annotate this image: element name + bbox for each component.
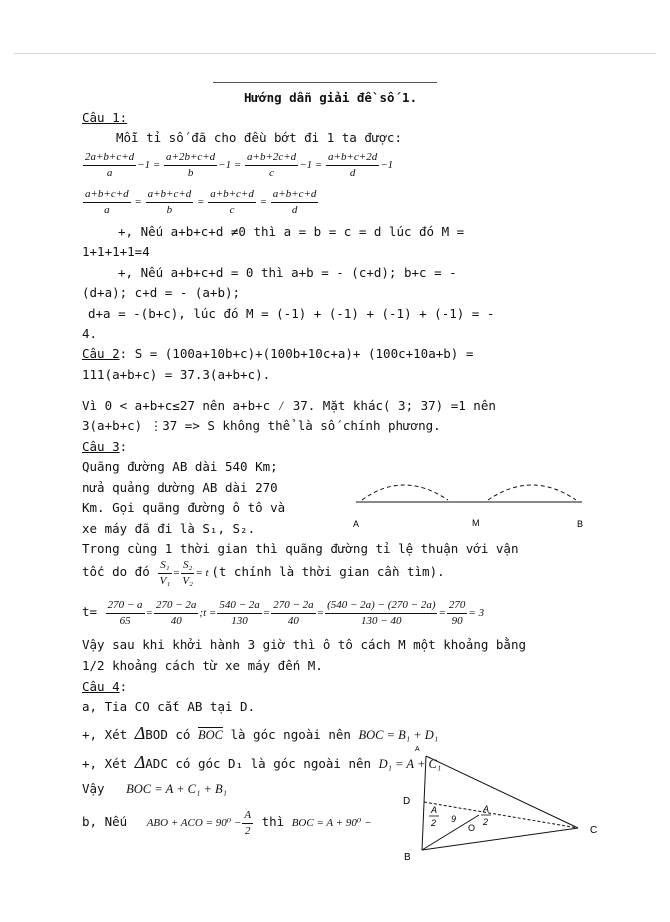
denominator: a [104, 204, 110, 216]
cau3-p8: 1/2 khoảng cách từ xe máy đến M. [82, 658, 323, 673]
colon: : [119, 679, 128, 694]
cau2-line1-text: : S = (100a+10b+c)+(100b+10c+a)+ (100c+10a+b) = [119, 346, 474, 361]
fraction [106, 598, 145, 629]
side-ab [422, 756, 426, 850]
numerator: a+b+2c+d [245, 150, 298, 166]
cau1-case2-line2: (d+a); c+d = - (a+b); [82, 285, 241, 300]
label-a: A [415, 746, 420, 753]
cau3-p4: xe máy đã đi là S₁, S₂. [82, 521, 256, 536]
numerator: 270 − a [106, 598, 145, 614]
cau3-heading-line [82, 437, 127, 457]
denominator: V₂ [182, 575, 193, 587]
fraction [208, 187, 256, 218]
operator: = t [195, 567, 209, 580]
triangle-symbol: Δ [134, 723, 146, 743]
label-half-a-left: A [431, 805, 438, 815]
colon: : [119, 439, 128, 454]
denominator: 130 [231, 615, 248, 627]
denominator: d [291, 204, 298, 216]
cau3-heading: Câu 3 [82, 439, 120, 454]
cau4-vay [82, 779, 227, 799]
operator: −1 = [137, 159, 161, 172]
numerator: A [242, 808, 253, 824]
cau1-heading: Câu 1: [82, 110, 128, 125]
triangle-symbol: Δ [134, 752, 146, 772]
arc-right [488, 485, 576, 500]
text: +, Xét [82, 756, 128, 771]
denominator: c [269, 167, 275, 179]
cau4-heading-line [82, 677, 127, 697]
separator: ;t = [199, 607, 217, 620]
cau1-case1-line2: 1+1+1+1=4 [82, 244, 150, 259]
text: ADC có góc D₁ là góc ngoài nên [145, 756, 372, 771]
denominator: 90 [451, 615, 463, 627]
cau4-xet-adc [82, 752, 441, 774]
angle-equation: BOC = B₁ + D₁ [358, 728, 439, 742]
denominator: b [166, 204, 173, 216]
angle-symbol: $\overline{BOC}$ [197, 728, 223, 742]
numerator: 270 − 2a [154, 598, 198, 614]
cau3-p1: Quãng đường AB dài 540 Km; [82, 459, 278, 474]
road-diagram [350, 472, 590, 532]
numerator: a+b+c+d [83, 187, 131, 203]
cau1-case2-line4: 4. [82, 326, 98, 341]
label-two-right: 2 [483, 817, 489, 827]
text: thì [261, 814, 285, 830]
text: tốc do đó [82, 564, 150, 580]
cau1-equation-2: $\frac{a+b+c+d}{a}$ = $\frac{a+b+c+d}{b}$ = $\frac{a+b+c+d}{c}$ = $\frac{a+b+c+d}{d}$ [85, 188, 317, 216]
text: Vậy [82, 781, 105, 796]
text: BOD có [145, 727, 191, 742]
cau4-b-line [82, 808, 371, 839]
numerator: 540 − 2a [217, 598, 261, 614]
page-top-rule [14, 53, 656, 54]
cau4-xet-bod [82, 723, 438, 745]
denominator: b [187, 167, 194, 179]
title-rule [213, 82, 437, 83]
text: là góc ngoài nên [230, 727, 351, 742]
cau1-case2-line3: d+a = -(b+c), lúc đó M = (-1) + (-1) + (-1) + (-1) = - [88, 306, 495, 321]
cau2-line2: 111(a+b+c) = 37.3(a+b+c). [82, 367, 271, 382]
side-bc [422, 828, 578, 850]
numerator: 2a+b+c+d [83, 150, 136, 166]
numerator: a+2b+c+d [164, 150, 217, 166]
text: b, Nếu [82, 814, 128, 830]
operator: −1 = [299, 159, 323, 172]
document-title: Hướng dẫn giải đề số 1. [244, 90, 418, 105]
denominator: d [349, 167, 356, 179]
cau2-line1 [82, 344, 473, 364]
triangle-diagram [395, 742, 610, 867]
fraction [83, 150, 136, 181]
angle-sum: ABO + ACO = 90⁰ − [146, 817, 242, 830]
denominator: c [229, 204, 235, 216]
denominator: 40 [170, 615, 182, 627]
numerator: a+b+c+d [208, 187, 256, 203]
label-a: A [353, 519, 360, 529]
label-b: B [577, 519, 584, 529]
numerator: 270 − 2a [271, 598, 315, 614]
cau1-case1-line1: +, Nếu a+b+c+d ≠0 thì a = b = c = d lúc đó M = [118, 224, 465, 239]
fraction [164, 150, 217, 181]
operator: −1 [380, 159, 394, 172]
fraction [271, 187, 319, 218]
denominator: 40 [287, 615, 299, 627]
denominator: a [106, 167, 113, 179]
cau3-p6: tốc do đó $\frac{\text{S₁}}{\text{V₁}}$ = $\frac{\text{S₂}}{\text{V₂}}$ = t (t chính là thời gian cần tìm). [82, 559, 445, 587]
numerator: (540 − 2a) − (270 − 2a) [325, 598, 437, 614]
cau3-p7: Vậy sau khi khởi hành 3 giờ thì ô tô cách M một khoảng bằng [82, 637, 527, 652]
cau2-line3: Vì 0 < a+b+c≤27 nên a+b+c ⁄ 37. Mặt khác( 3; 37) =1 nên [82, 398, 496, 413]
label-two-left: 2 [431, 818, 437, 828]
cau3-t-equation: t= $\frac{270 - a}{65}$ = $\frac{270 - 2a}{40}$ ;t = $\frac{540 - 2a}{130}$ = $\frac{270 - 2a}{40}$ = $\frac{(540 - 2a) - (270 - 2a)}{130 - 40}$ = $\frac{270}{90}$ = 3 [82, 599, 485, 627]
numerator: a+b+c+d [146, 187, 194, 203]
cau4-a-line: a, Tia CO cắt AB tại D. [82, 699, 256, 714]
fraction [245, 150, 298, 181]
arc-left [362, 485, 448, 500]
cau3-p5: Trong cùng 1 thời gian thì quãng đường tỉ lệ thuận với vận [82, 541, 519, 556]
cau2-line4: 3(a+b+c) ⋮37 => S không thể là số chính phương. [82, 418, 441, 433]
fraction [158, 558, 171, 589]
numerator: a+b+c+d [271, 187, 319, 203]
cau2-heading: Câu 2 [82, 346, 120, 361]
angle-result: BOC = A + 90⁰ − [291, 817, 372, 830]
label-o: O [468, 823, 476, 833]
denominator: 65 [119, 615, 131, 627]
denominator: 130 − 40 [361, 615, 402, 627]
fraction [146, 187, 194, 218]
t-label: t= [82, 604, 98, 620]
fraction [217, 598, 261, 629]
label-nine: 9 [451, 814, 457, 824]
cau1-equation-1 [82, 150, 393, 181]
segment-dc [424, 802, 578, 828]
label-c: C [590, 825, 598, 836]
label-b: B [404, 852, 411, 863]
numerator: S₁ [158, 558, 171, 574]
cau1-intro: Mỗi tỉ số đã cho đều bớt đi 1 ta được: [116, 130, 402, 145]
label-m: M [472, 518, 480, 528]
angle-equation: D₁ = A + C₁ [378, 757, 442, 771]
label-half-a-right: A [483, 804, 490, 814]
fraction [271, 598, 315, 629]
text: (t chính là thời gian cần tìm). [211, 564, 445, 580]
side-ac [426, 756, 578, 828]
fraction [447, 598, 468, 629]
label-d: D [403, 796, 411, 807]
numerator: 270 [447, 598, 468, 614]
cau1-case2-line1: +, Nếu a+b+c+d = 0 thì a+b = - (c+d); b+c = - [118, 265, 457, 280]
denominator: V₁ [159, 575, 171, 587]
numerator: a+b+c+2d [326, 150, 379, 166]
angle-equation: BOC = A + C₁ + B₁ [126, 782, 228, 796]
cau3-p2: nửa quảng dường AB dài 270 [82, 480, 278, 495]
text: +, Xét [82, 727, 128, 742]
fraction [181, 558, 194, 589]
cau3-p3: Km. Gọi quãng đường ô tô và [82, 500, 286, 515]
cau4-heading: Câu 4 [82, 679, 120, 694]
operator: −1 = [218, 159, 242, 172]
fraction [83, 187, 131, 218]
result: = 3 [468, 607, 485, 620]
fraction [326, 150, 379, 181]
fraction [242, 808, 253, 839]
numerator: S₂ [181, 558, 194, 574]
denominator: 2 [244, 825, 251, 837]
fraction [154, 598, 198, 629]
fraction [325, 598, 437, 629]
